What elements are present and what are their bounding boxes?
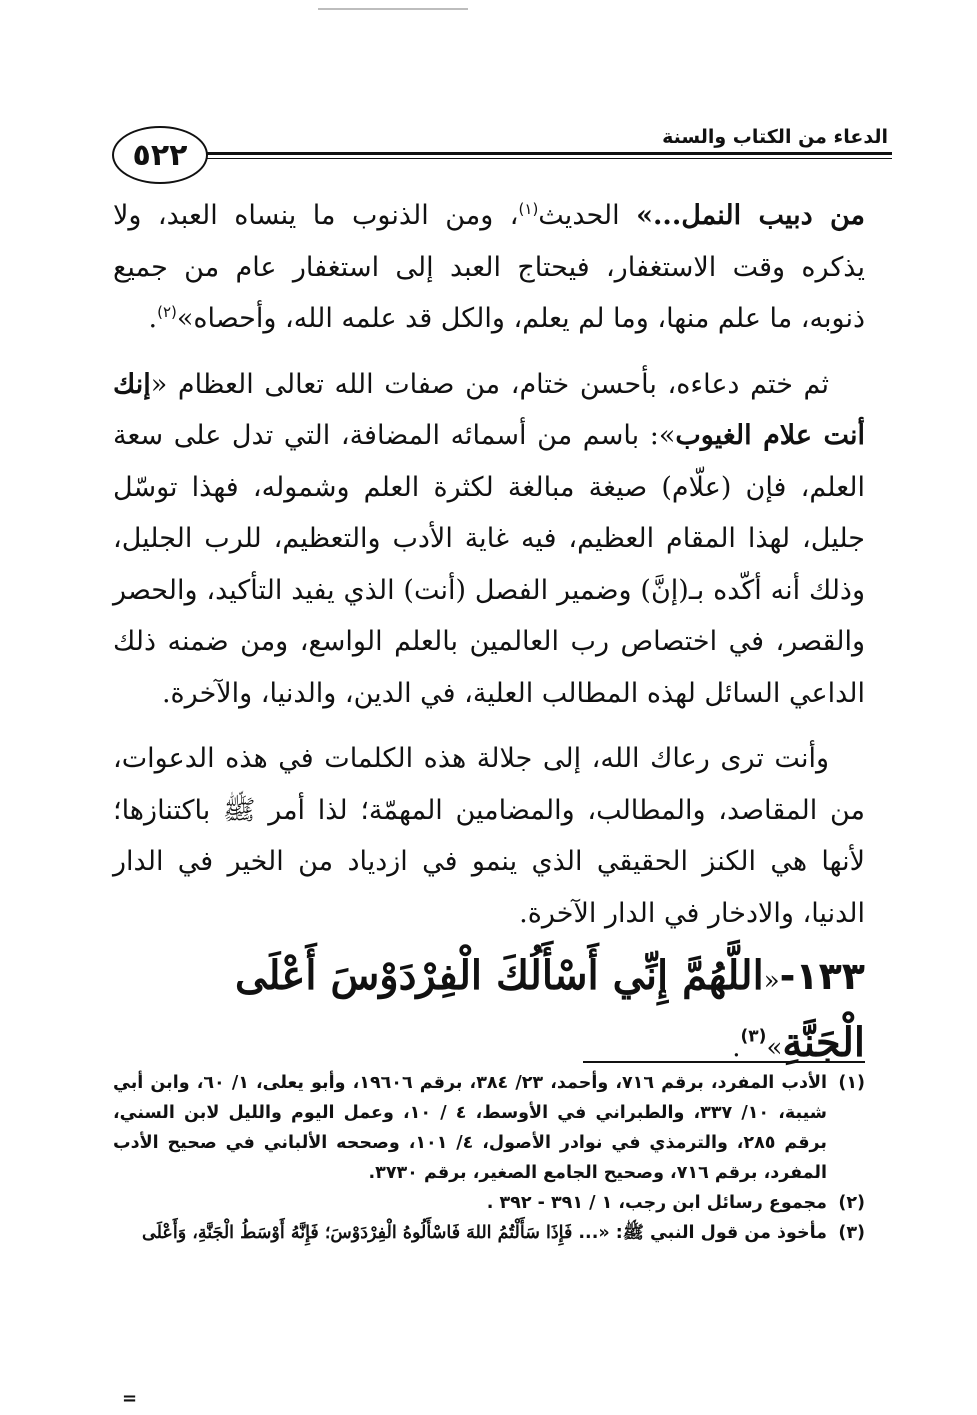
footnote-mark: (٣) [838, 1223, 865, 1243]
footnote-mark: (١) [838, 1073, 865, 1093]
hadith-close-quote: » [766, 1033, 783, 1063]
footnote-separator [583, 1061, 865, 1063]
p2-bold-quote: إنك أنت علام الغيوب [113, 368, 865, 451]
hadith-open-quote: « [763, 966, 780, 996]
p1-text-b: الحديث [538, 200, 637, 231]
footnote-text [113, 1218, 827, 1248]
footnote-3-intro: مأخوذ من قول النبي ﷺ: «... [572, 1223, 827, 1243]
footnote-2 [113, 1188, 865, 1218]
p1-text-d: . [148, 303, 158, 334]
footnote-3-quote: فَإِذَا سَأَلْتُمُ اللهَ فَاسْأَلُوهُ الْفِرْدَوْسَ؛ فَإِنَّهُ أَوْسَطُ الْجَنَّةِ، وَأَعْلَى [142, 1223, 573, 1243]
running-header [112, 126, 892, 188]
footnote-3 [113, 1218, 865, 1248]
header-title: الدعاء من الكتاب والسنة [656, 126, 888, 148]
page-number: ٥٢٢ [112, 126, 208, 184]
p2-text-c: »: باسم من أسمائه المضافة، التي تدل على سعة العلم، فإن (علّام) صيغة مبالغة لكثرة العلم وشموله، فهذا توسّل جليل، لهذا المقام العظيم، فيه غاية الأدب والتعظيم، للرب الجليل، وذلك أنه أكّده بـ(إنَّ) وضمير الفصل (أنت) الذي يفيد التأكيد، والحصر والقصر، في اختصاص رب العالمين بالعلم الواسع، ومن ضمنه ذلك الداعي السائل لهذه المطالب العلية، في الدين، والدنيا، والآخرة. [113, 420, 865, 709]
paragraph-2 [113, 359, 865, 720]
footnote-ref-1: (١) [518, 200, 539, 218]
p2-text-a: ثم ختم دعاءه، بأحسن ختام، من صفات الله تعالى العظام « [150, 368, 829, 400]
footnote-text: الأدب المفرد، برقم ٧١٦، وأحمد، ٢٣/ ٣٨٤، برقم ١٩٦٠٦، وأبو يعلى، ١/ ٦٠، وابن أبي شيبة، ١٠/ ٣٣٧، والطبراني في الأوسط، ٤ / ١٠، وعمل اليوم والليل لابن السني، برقم ٢٨٥، والترمذي في نوادر الأصول، ٤/ ١٠١، وصححه الألباني في صحيح الأدب المفرد، برقم ٧١٦، وصحيح الجامع الصغير، برقم ٣٧٣٠. [113, 1073, 828, 1183]
p1-bold-quote: من دبيب النمل...» [636, 200, 865, 231]
header-rule [188, 152, 892, 159]
continuation-mark: = [122, 1388, 138, 1409]
paragraph-3 [113, 733, 865, 939]
hadith-number: ١٣٣- [779, 954, 865, 998]
hadith-end: . [732, 1033, 741, 1063]
footnote-mark: (٢) [838, 1193, 865, 1213]
footnote-ref-3: (٣) [740, 1026, 767, 1047]
hadith-heading [113, 945, 865, 1079]
paragraph-1 [113, 190, 865, 345]
footnote-ref-2: (٢) [157, 303, 177, 321]
main-text [113, 190, 865, 1079]
footnotes [113, 1068, 865, 1248]
footnote-1 [113, 1068, 865, 1188]
hadith-text: اللَّهُمَّ إِنِّي أَسْأَلُكَ الْفِرْدَوْسَ أَعْلَى الْجَنَّةِ [234, 952, 865, 1066]
p3-text: وأنت ترى رعاك الله، إلى جلالة هذه الكلمات في هذه الدعوات، من المقاصد، والمطالب، والمضامين المهمّة؛ لذا أمر ﷺ باكتنازها؛ لأنها هي الكنز الحقيقي الذي ينمو في ازدياد من الخير في الدار الدنيا، والادخار في الدار الآخرة. [113, 743, 865, 929]
footnote-text: مجموع رسائل ابن رجب، ١ / ٣٩١ - ٣٩٢ . [486, 1193, 827, 1213]
p1-text-c: ، ومن الذنوب ما ينساه العبد، ولا يذكره وقت الاستغفار، فيحتاج العبد إلى استغفار عام من جميع ذنوبه، ما علم منها، وما لم يعلم، والكل قد علمه الله، وأحصاه» [113, 200, 865, 334]
scan-top-mark [318, 8, 468, 10]
